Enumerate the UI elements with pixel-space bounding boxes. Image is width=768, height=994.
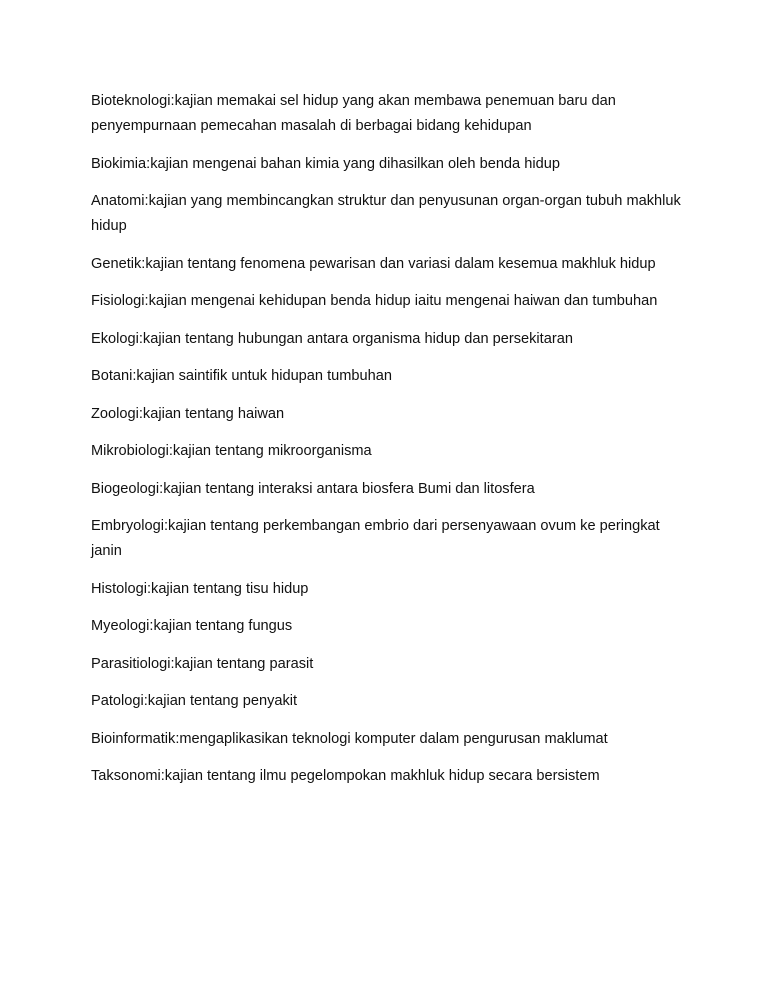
paragraph-bioteknologi: Bioteknologi:kajian memakai sel hidup yang akan membawa penemuan baru dan penyempurnaan pemecahan masalah di berbagai bidang kehidupan [91,93,616,134]
paragraph-botani: Botani:kajian saintifik untuk hidupan tumbuhan [91,368,392,384]
paragraph-mikrobiologi: Mikrobiologi:kajian tentang mikroorganisma [91,443,372,459]
paragraph-patologi: Patologi:kajian tentang penyakit [91,693,298,709]
paragraph-anatomi: Anatomi:kajian yang membincangkan struktur dan penyusunan organ-organ tubuh makhluk hidup [91,193,681,234]
paragraph-embryologi: Embryologi:kajian tentang perkembangan embrio dari persenyawaan ovum ke peringkat janin [91,518,660,559]
paragraph-genetik: Genetik:kajian tentang fenomena pewarisan dan variasi dalam kesemua makhluk hidup [91,255,656,272]
paragraph-taksonomi: Taksonomi:kajian tentang ilmu pegelompokan makhluk hidup secara bersistem [91,768,600,784]
paragraph-bioinformatik: Bioinformatik:mengaplikasikan teknologi komputer dalam pengurusan maklumat [91,730,608,747]
paragraph-parasitiologi: Parasitiologi:kajian tentang parasit [91,655,314,672]
paragraph-zoologi: Zoologi:kajian tentang haiwan [91,405,285,422]
document-body [91,89,691,802]
paragraph-fisiologi: Fisiologi:kajian mengenai kehidupan benda hidup iaitu mengenai haiwan dan tumbuhan [91,293,658,309]
paragraph-biokimia: Biokimia:kajian mengenai bahan kimia yang dihasilkan oleh benda hidup [91,155,560,172]
paragraph-histologi: Histologi:kajian tentang tisu hidup [91,580,309,597]
paragraph-biogeologi: Biogeologi:kajian tentang interaksi antara biosfera Bumi dan litosfera [91,480,535,497]
paragraph-ekologi: Ekologi:kajian tentang hubungan antara organisma hidup dan persekitaran [91,330,573,347]
paragraph-myeologi: Myeologi:kajian tentang fungus [91,618,293,634]
